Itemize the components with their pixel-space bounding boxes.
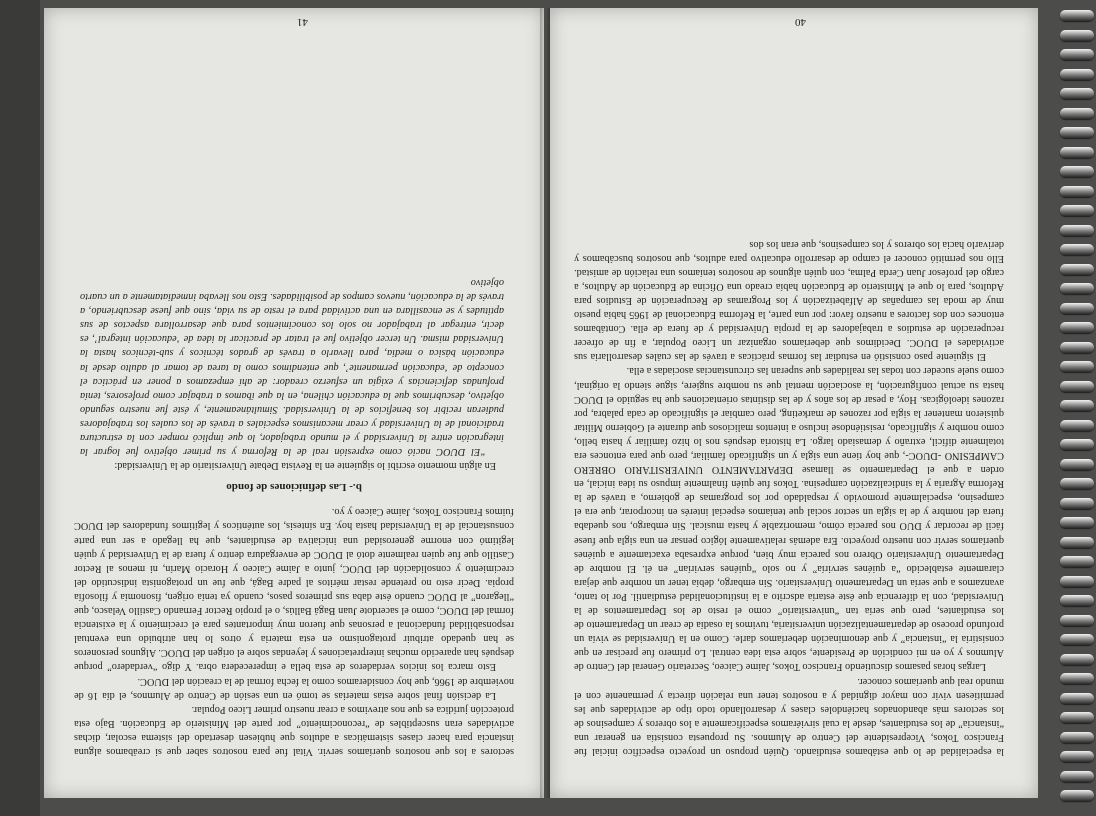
spiral-ring-icon [1060,537,1094,548]
spiral-ring-icon [1060,576,1094,587]
page-number: 41 [297,16,308,28]
spiral-ring-icon [1060,88,1094,99]
spiral-ring-icon [1060,673,1094,684]
spiral-ring-icon [1060,127,1094,138]
spiral-ring-icon [1060,69,1094,80]
spiral-ring-icon [1060,342,1094,353]
spiral-ring-icon [1060,244,1094,255]
spiral-ring-icon [1060,634,1094,645]
spiral-ring-icon [1060,420,1094,431]
spiral-binding [1056,0,1096,816]
spiral-ring-icon [1060,693,1094,704]
paragraph: Esto marca los inicios verdaderos de esta bella e imperecedera obra. Y digo “verdadero” porque después han aparecido muchas interpretaciones y leyendas sobre el origen del DUOC. Algunos personeros se han quedado atribuir protagonismo en esta materia y otros lo han atribuido una eventual responsabilidad fundacional a personas que fueron muy importantes para el crecimiento y la existencia formal del DUOC, como el sacerdote Juan Bagá Ballús, o el propio Rector Fernando Castillo Velasco, que “llegaron” al DUOC cuando éste daba sus primeros pasos, cuando ya tenía origen, fisonomía y filosofía propia. Decir esto no pretende restar méritos al padre Bagá, que fue un protagonista indiscutido del crecimiento y consolidación del DUOC, junto a Jaime Caiceo y Horacio Marín, ni menos al Rector Castillo que fue quien realmente dotó al DUOC de envergadura dentro y fuera de la Universidad y quién legitimó con enorme generosidad una iniciativa de estudiantes, que ha llegado a ser una parte consustancial de la Universidad hasta hoy. En síntesis, los auténticos y legítimos fundadores del DUOC fuimos Francisco Tokos, Jaime Caiceo y yo. [74,506,514,673]
spiral-ring-icon [1060,49,1094,60]
spiral-ring-icon [1060,264,1094,275]
spiral-ring-icon [1060,186,1094,197]
spiral-ring-icon [1060,381,1094,392]
spiral-ring-icon [1060,147,1094,158]
spiral-ring-icon [1060,205,1094,216]
spiral-ring-icon [1060,166,1094,177]
section-heading: b.- Las definiciones de fondo [226,481,362,494]
spiral-ring-icon [1060,283,1094,294]
paragraph: sectores a los que nosotros queríamos servir. Vital fue para nosotros saber que si creábamos alguna instancia para hacer clases sistemáticas a adultos que hubiesen desertado del sistema escolar, dichas actividades eran susceptibles de “reconocimiento” por parte del Ministerio de Educación. Bajo esta protección jurídica es que nos atrevimos a crear nuestro primer Liceo Popular. [74,703,514,757]
spiral-ring-icon [1060,478,1094,489]
block-quote: “El DUOC nació como expresión real de la Reforma y su primer objetivo fue lograr la integración entre la Universidad y el mundo trabajador, lo que implicó romper con la estructura tradicional de la Universidad y crear mecanismos especiales a través de los cuales los trabajadores pudieran recibir los beneficios de la Universidad. Simultáneamente, y éste fue nuestro segundo objetivo, descubrimos que la educación chilena, en la que íbamos a trabajar como profesores, tenía profundas deficiencias y exigía un esfuerzo creador: de ahí empezamos a poner en práctica el concepto de ‘educación permanente’, que entendimos como la tarea de tomar al adulto desde la educación básica o media, para llevarlo a través de grados técnicos y sub-técnicos hasta la Universidad misma. Un tercer objetivo fue el tratar de practicar la idea de ‘educación integral’, es decir, entregar al trabajador no solo los conocimientos para que desarrollara aspectos de sus aptitudes y se encasillara en una actividad para el resto de su vida, sino que fuese descubriendo, a través de la educación, nuevos campos de posibilidades. Esto nos llevaba inmediatamente a un cuarto objetivo [80,277,504,458]
spiral-ring-icon [1060,732,1094,743]
page-number: 40 [795,16,806,28]
spiral-ring-icon [1060,439,1094,450]
paragraph: Largas horas pasamos discutiendo Francisco Tokos, Jaime Caiceo, Secretario General del Centro de Alumnos y yo en mi condición de Presidente, sobre esta idea central. Lo primero fue precisar en que consistiría la “instancia” y que denominación deberíamos darle. Como en la Universidad se vivía un profundo proceso de departamentalización universitaria, tuvimos la osadía de crear un Departamento de los estudiantes, pero que sería tan “universitario” como el resto de los Departamentos de la Universidad, con la diferencia que éste estaría adscrito a la institucionalidad estudiantil. Por lo tanto, avanzamos a que sería un Departamento Universitario. Sin embargo, debía tener un nombre que dejara claramente establecido “a quiénes serviría” y no solo “quiénes servirían” en él. El nombre de Departamento Universitario Obrero nos parecía muy bien, porque expresaba exactamente a quiénes queríamos servir con nuestro proyecto. Era además relativamente lógico pensar en una sigla que fuese fácil de recordar y DUO nos parecía cómo, memorizable y hasta musical. Sin embargo, nos quedaba fuera del nombre y de la sigla un sector social que teníamos especial interés en incorporar, que era el campesino, especialmente promovido y respaldado por los programas de gobierno, a través de la Reforma Agraria y la sindicalización campesina. Tokos fue quién finalmente impuso su idea inicial, en orden a que el Departamento se llamase DEPARTAMENTO UNIVERSITARIO OBRERO CAMPESINO -DUOC-, que hoy tiene una sigla y un significado familiar, pero que para entonces era totalmente difícil, extraño y demasiado largo. La historia después nos lo hizo familiar y hasta bello, como nombre y significado, resistiéndose incluso a intentos maliciosos que durante el Gobierno Militar quisieron mantener la sigla por razones de marketing, pero cambiar el significado de cada palabra, por razones ideológicas. Hoy, a pesar de los años y de las distintas orientaciones que ha seguido el DUOC hasta su actual configuración, la asociación mental que su nombre sugiere, sigue siendo la original, como suele suceder con todas las realidades que superan las circunstancias asociadas a ella. [574,365,1004,673]
spiral-ring-icon [1060,595,1094,606]
spiral-ring-icon [1060,322,1094,333]
spiral-ring-icon [1060,751,1094,762]
spiral-ring-icon [1060,108,1094,119]
spiral-ring-icon [1060,556,1094,567]
page-40 [550,8,1038,798]
spiral-ring-icon [1060,10,1094,21]
spiral-ring-icon [1060,615,1094,626]
page-40-text [574,237,1004,758]
spiral-ring-icon [1060,400,1094,411]
spiral-ring-icon [1060,361,1094,372]
paragraph: El siguiente paso consistió en estudiar las formas prácticas a través de las cuáles desarrollaría sus actividades el DUOC. Decidimos que deberíamos organizar un Liceo Popular, a fin de ofrecer recuperación de estudios a trabajadores de la propia Universidad y de fuera de ella. Contábamos entonces con dos factores a nuestro favor: por una parte, la Reforma Educacional de 1965 había puesto muy de moda las campañas de Alfabetización y los Programas de Recuperación de Estudios para Adultos, para lo que el Ministerio de Educación había creado una Oficina de Educación de Adultos, a cargo del profesor Juan Cerda Palma, con quién algunos de nosotros teníamos una relación de amistad. Ello nos permitió conocer el campo de desarrollo educativo para adultos, que nosotros buscábamos y derivarlo hacia los obreros y los campesinos, que eran los dos [574,238,1004,363]
spiral-ring-icon [1060,712,1094,723]
spiral-ring-icon [1060,790,1094,801]
spiral-ring-icon [1060,30,1094,41]
spiral-ring-icon [1060,303,1094,314]
paragraph: En algún momento escribí lo siguiente en la Revista Debate Universitario de la Universidad: [114,460,496,472]
spiral-ring-icon [1060,771,1094,782]
paragraph: la especialidad de lo que estábamos estudiando. Quién propuso un proyecto específico inicial fue Francisco Tokos, Vicepresidente del Centro de Alumnos. Su propuesta consistía en generar una “instancia” de los estudiantes, desde la cual sirviéramos especificamente a los obreros y campesinos de los sectores más abandonados haciéndoles clases y desarrollando todo tipo de actividades que les permitiesen vivir con mayor dignidad y a nosotros tener una relación directa y permanente con el mundo real que queríamos conocer. [574,675,1004,757]
spiral-ring-icon [1060,498,1094,509]
spiral-ring-icon [1060,654,1094,665]
spiral-ring-icon [1060,459,1094,470]
page-41-text [74,275,514,758]
spiral-ring-icon [1060,517,1094,528]
book-spine [540,8,550,798]
spiral-ring-icon [1060,225,1094,236]
paragraph: La decisión final sobre estas materias se tomó en una sesión de Centro de Alumnos, el día 16 de noviembre de 1966, que hoy consideramos como la fecha formal de la creación del DUOC. [74,675,514,701]
page-41 [44,8,544,798]
